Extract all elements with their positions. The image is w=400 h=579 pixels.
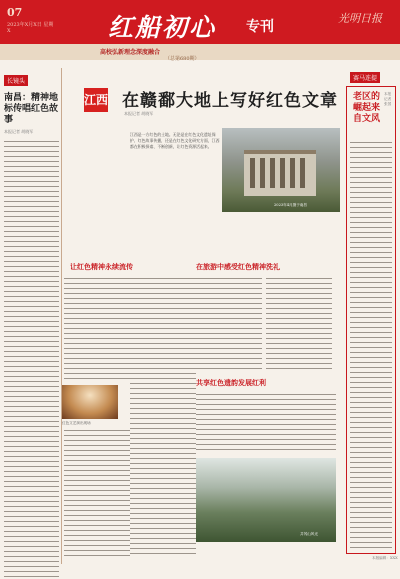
building-windows <box>250 158 310 188</box>
page-title: 红船初心 <box>108 13 217 42</box>
right-author: 本报记者 张国 <box>384 92 392 106</box>
mountain-photo-caption: 井冈山风光 <box>300 532 318 536</box>
feature-byline: 本报记者 胡晓军 <box>124 111 154 116</box>
banner <box>0 44 400 60</box>
left-headline: 南昌：精神地标传唱红色故事 <box>4 93 59 125</box>
page-title-suffix: 专刊 <box>246 19 274 35</box>
body-column-5 <box>64 428 130 558</box>
body-column-3 <box>196 276 262 372</box>
body-column-4 <box>266 276 332 372</box>
left-section-tag: 长镜头 <box>4 75 28 86</box>
issue-number: 07 <box>7 6 23 19</box>
right-headline: 老区的崛起来自文风 <box>353 92 381 124</box>
building-photo-caption: 2023年4月摄于南昌 <box>274 203 307 207</box>
body-column-6 <box>196 392 336 454</box>
section-heading-1: 让红色精神永续流传 <box>70 262 133 271</box>
issue-date: 2023年X月X日 星期X <box>7 22 54 34</box>
right-section-tag: 赛马连提 <box>350 72 380 83</box>
newspaper-logo: 光明日报 <box>338 12 382 25</box>
mountain-photo <box>196 458 336 542</box>
left-body-text <box>4 139 59 579</box>
column-divider <box>61 68 62 564</box>
stage-photo-caption: 红色文艺演出现场 <box>62 421 91 425</box>
section-heading-3: 共享红色遗韵发展红利 <box>196 378 266 387</box>
banner-text: 高校弘新理念深度融合 <box>100 49 161 56</box>
left-column <box>4 68 59 564</box>
page-footer: 本版编辑：XXX <box>372 556 398 560</box>
feature-title: 在赣鄱大地上写好红色文章 <box>122 91 338 111</box>
feature-lead: 江西是一方红色的土地。无论是在红色文化遗址保护、红色故事传播，还是在红色文化研究方面，江西都在积极探索、不断创新，让红色资源活起来。 <box>130 132 220 149</box>
right-body-text <box>350 140 392 548</box>
section-heading-2: 在旅游中感受红色精神洗礼 <box>196 262 280 271</box>
stage-photo <box>62 385 118 419</box>
left-author: 本报记者 胡晓军 <box>4 129 34 134</box>
issue-total: （总第680期） <box>165 56 200 62</box>
region-tag: 江西 <box>84 88 108 112</box>
body-column-1 <box>64 276 130 380</box>
body-column-2 <box>130 276 196 558</box>
